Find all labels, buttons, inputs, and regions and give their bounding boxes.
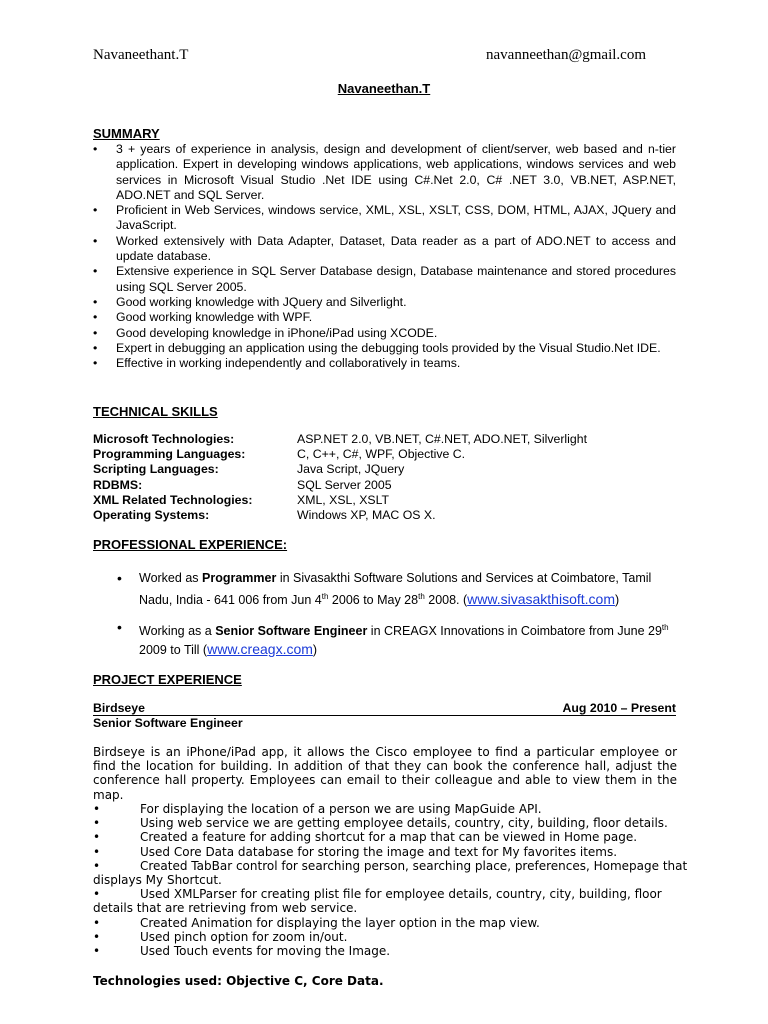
project-task: • Used Touch events for moving the Image. <box>93 944 391 959</box>
project-task: • Created Animation for displaying the layer option in the map view. <box>93 915 540 930</box>
summary-item: • Good developing knowledge in iPhone/iPad using XCODE. <box>93 326 676 341</box>
summary-item: • Good working knowledge with WPF. <box>93 310 676 325</box>
skill-row <box>93 508 677 523</box>
skill-value: ASP.NET 2.0, VB.NET, C#.NET, ADO.NET, Silverlight <box>297 432 587 446</box>
project-task: • Using web service we are getting employee details, country, city, building, floor details. <box>93 816 668 831</box>
technologies-used: Technologies used: Objective C, Core Data. <box>93 974 384 988</box>
summary-list <box>93 142 676 371</box>
skill-row <box>93 447 677 462</box>
project-header <box>93 701 676 716</box>
skill-row <box>93 478 677 493</box>
skill-label: Programming Languages: <box>93 447 246 462</box>
project-task: • Created a feature for adding shortcut for a map that can be viewed in Home page. <box>93 830 638 845</box>
experience-role: Senior Software Engineer <box>215 624 368 639</box>
skill-label: Operating Systems: <box>93 508 210 523</box>
professional-experience-heading: PROFESSIONAL EXPERIENCE: <box>93 537 288 552</box>
project-role: Senior Software Engineer <box>93 716 243 730</box>
skill-value: C, C++, C#, WPF, Objective C. <box>297 447 466 462</box>
project-task-list <box>93 802 700 958</box>
skill-row <box>93 493 677 508</box>
company-link[interactable]: www.sivasakthisoft.com <box>467 590 615 607</box>
project-name: Birdseye <box>93 701 145 715</box>
skill-value: Java Script, JQuery <box>297 462 405 477</box>
project-task: • Used XMLParser for creating plist file for employee details, country, city, building, floor details that are retrieving from web service. <box>93 887 662 916</box>
experience-list <box>117 570 677 669</box>
skill-label: RDBMS: <box>93 477 143 492</box>
summary-item: • 3 + years of experience in analysis, design and development of client/server, web based and n-tier application. Expert in developing windows applications, web applications, windows services and web services in Microsoft Visual Studio .Net IDE using C#.Net 2.0, C# .NET 3.0, VB.NET, ASP.NET, ADO.NET and SQL Server. <box>93 142 676 203</box>
skill-row <box>93 462 677 477</box>
summary-item: • Expert in debugging an application using the debugging tools provided by the Visual Studio.Net IDE. <box>93 341 676 356</box>
project-period: Aug 2010 – Present <box>562 701 676 715</box>
project-task: • For displaying the location of a person we are using MapGuide API. <box>93 802 542 816</box>
technical-skills-heading: TECHNICAL SKILLS <box>93 404 218 419</box>
skill-label: XML Related Technologies: <box>93 492 253 507</box>
experience-item: • Working as a Senior Software Engineer in CREAGX Innovations in Coimbatore from June 29th 2009 to Till (www.creagx.com) <box>117 619 677 659</box>
project-experience-heading: PROJECT EXPERIENCE <box>93 672 242 687</box>
summary-item: • Good working knowledge with JQuery and Silverlight. <box>93 295 676 310</box>
experience-item: • Worked as Programmer in Sivasakthi Software Solutions and Services at Coimbatore, Tamil Nadu, India - 641 006 from Jun 4th 2006 to May 28th 2008. (www.sivasakthisoft.com) <box>117 570 677 609</box>
summary-item: • Extensive experience in SQL Server Database design, Database maintenance and stored procedures using SQL Server 2005. <box>93 264 676 295</box>
skill-value: SQL Server 2005 <box>297 477 392 492</box>
experience-role: Programmer <box>202 571 277 585</box>
skill-row <box>93 432 677 447</box>
skill-value: XML, XSL, XSLT <box>297 492 390 507</box>
company-link[interactable]: www.creagx.com <box>207 640 313 657</box>
resume-title: Navaneethan.T <box>337 81 431 96</box>
skill-value: Windows XP, MAC OS X. <box>297 508 436 523</box>
summary-item: • Effective in working independently and collaboratively in teams. <box>93 356 676 371</box>
skill-label: Scripting Languages: <box>93 462 219 477</box>
project-task: • Used pinch option for zoom in/out. <box>93 929 348 944</box>
summary-item: • Proficient in Web Services, windows service, XML, XSL, XSLT, CSS, DOM, HTML, AJAX, JQuery and JavaScript. <box>93 203 676 234</box>
project-description: Birdseye is an iPhone/iPad app, it allows the Cisco employee to find a particular employee or find the location for building. In addition of that they can book the conference hall, adjust the conference hall property. Employees can email to their colleague and able to view them in the map. <box>93 745 677 802</box>
summary-heading: SUMMARY <box>93 126 160 141</box>
project-task: • Used Core Data database for storing the image and text for My favorites items. <box>93 844 618 859</box>
summary-item: • Worked extensively with Data Adapter, Dataset, Data reader as a part of ADO.NET to access and update database. <box>93 234 676 265</box>
skill-label: Microsoft Technologies: <box>93 432 235 446</box>
header-name: Navaneethant.T <box>93 47 189 63</box>
header-email: navanneethan@gmail.com <box>486 47 647 63</box>
skills-table <box>93 432 677 523</box>
project-task: • Created TabBar control for searching person, searching place, preferences, Homepage that displays My Shortcut. <box>93 858 688 888</box>
